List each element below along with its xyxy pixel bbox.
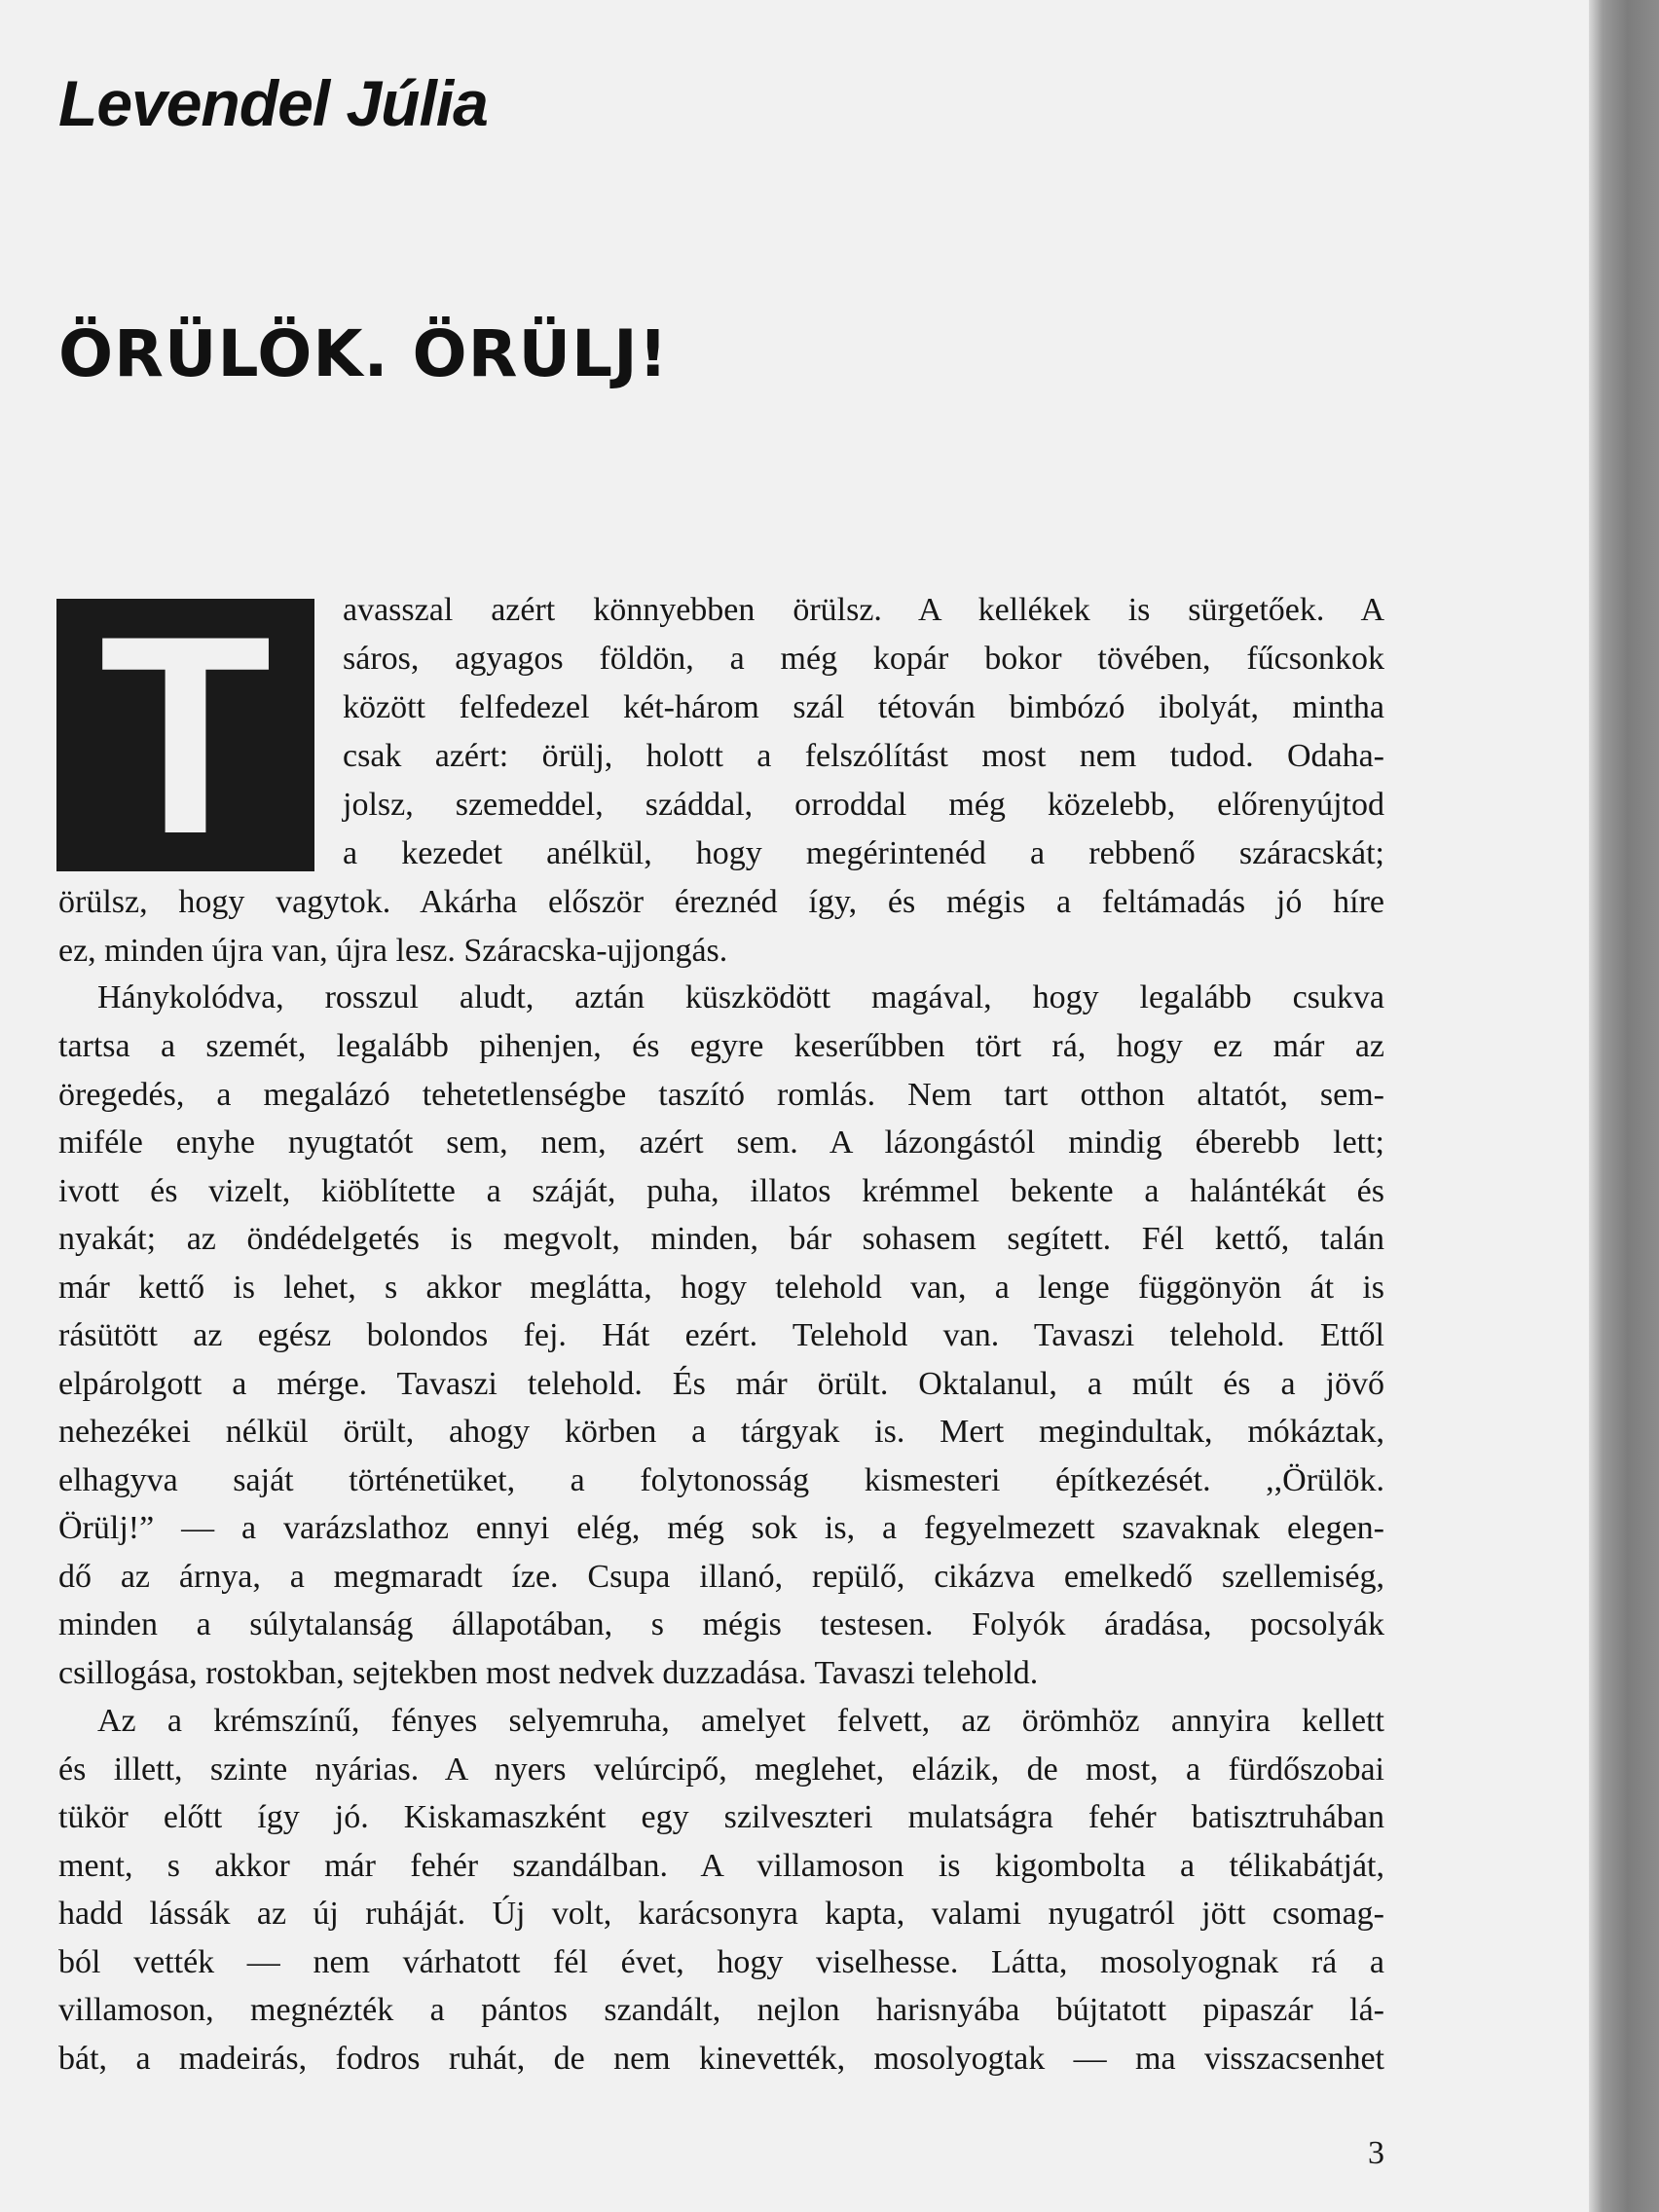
text-line: ment, s akkor már fehér szandálban. A villamoson is kigombolta a télikabátját,	[58, 1848, 1384, 1884]
text-line: tükör előtt így jó. Kiskamaszként egy szilveszteri mulatságra fehér batisztruhában	[58, 1799, 1384, 1835]
book-edge	[1589, 0, 1659, 2212]
text-line: elhagyva saját történetüket, a folytonosság kismesteri építkezését. ,,Örülök.	[58, 1462, 1384, 1498]
drop-cap-box	[56, 577, 314, 893]
chapter-title: ÖRÜLÖK. ÖRÜLJ!	[58, 316, 669, 391]
text-line: Az a krémszínű, fényes selyemruha, amelyet felvett, az örömhöz annyira kellett	[97, 1703, 1384, 1739]
text-line: nyakát; az öndédelgetés is megvolt, minden, bár sohasem segített. Fél kettő, talán	[58, 1221, 1384, 1257]
text-line: hadd lássák az új ruháját. Új volt, karácsonyra kapta, valami nyugatról jött csomag-	[58, 1896, 1384, 1932]
text-line: örülsz, hogy vagytok. Akárha először éreznéd így, és mégis a feltámadás jó híre	[58, 884, 1384, 920]
text-line: ivott és vizelt, kiöblítette a száját, puha, illatos krémmel bekente a halántékát és	[58, 1173, 1384, 1209]
text-line: öregedés, a megalázó tehetetlenségbe taszító romlás. Nem tart otthon altatót, sem-	[58, 1077, 1384, 1113]
text-line: csak azért: örülj, holott a felszólítást most nem tudod. Odaha-	[343, 738, 1384, 774]
text-line: bát, a madeirás, fodros ruhát, de nem kinevették, mosolyogtak — ma visszacsenhet	[58, 2041, 1384, 2077]
text-line: elpárolgott a mérge. Tavaszi telehold. És már örült. Oktalanul, a múlt és a jövő	[58, 1366, 1384, 1402]
text-line: ból vették — nem várhatott fél évet, hogy viselhesse. Látta, mosolyognak rá a	[58, 1944, 1384, 1980]
text-line: jolsz, szemeddel, száddal, orroddal még közelebb, előrenyújtod	[343, 787, 1384, 823]
text-line: villamoson, megnézték a pántos szandált, nejlon harisnyába bújtatott pipaszár lá-	[58, 1992, 1384, 2028]
text-line: a kezedet anélkül, hogy megérintenéd a rebbenő száracskát;	[343, 835, 1384, 871]
text-line: nehezékei nélkül örült, ahogy körben a tárgyak is. Mert megindultak, mókáztak,	[58, 1414, 1384, 1450]
text-line: avasszal azért könnyebben örülsz. A kellékek is sürgetőek. A	[343, 592, 1384, 628]
author-name: Levendel Júlia	[58, 67, 488, 139]
text-line: Hánykolódva, rosszul aludt, aztán küszködött magával, hogy legalább csukva	[97, 979, 1384, 1015]
text-line: tartsa a szemét, legalább pihenjen, és egyre keserűbben tört rá, hogy ez már az	[58, 1028, 1384, 1064]
text-line: miféle enyhe nyugtatót sem, nem, azért sem. A lázongástól mindig éberebb lett;	[58, 1124, 1384, 1161]
text-line: és illett, szinte nyárias. A nyers velúrcipő, meglehet, elázik, de most, a fürdőszobai	[58, 1751, 1384, 1788]
text-line: már kettő is lehet, s akkor meglátta, hogy telehold van, a lenge függönyön át is	[58, 1270, 1384, 1306]
page-number: 3	[1368, 2135, 1384, 2171]
text-line: rásütött az egész bolondos fej. Hát ezért. Telehold van. Tavaszi telehold. Ettől	[58, 1317, 1384, 1353]
text-line: dő az árnya, a megmaradt íze. Csupa illanó, repülő, cikázva emelkedő szellemiség,	[58, 1559, 1384, 1595]
text-line: csillogása, rostokban, sejtekben most nedvek duzzadása. Tavaszi telehold.	[58, 1655, 1039, 1691]
text-line: között felfedezel két-három szál tétován bimbózó ibolyát, mintha	[343, 689, 1384, 725]
text-line: Örülj!” — a varázslathoz ennyi elég, még sok is, a fegyelmezett szavaknak elegen-	[58, 1510, 1384, 1546]
text-line: sáros, agyagos földön, a még kopár bokor tövében, fűcsonkok	[343, 641, 1384, 677]
text-line: ez, minden újra van, újra lesz. Száracska-ujjongás.	[58, 933, 728, 969]
text-line: minden a súlytalanság állapotában, s mégis testesen. Folyók áradása, pocsolyák	[58, 1606, 1384, 1642]
drop-cap-letter: T	[98, 577, 273, 893]
